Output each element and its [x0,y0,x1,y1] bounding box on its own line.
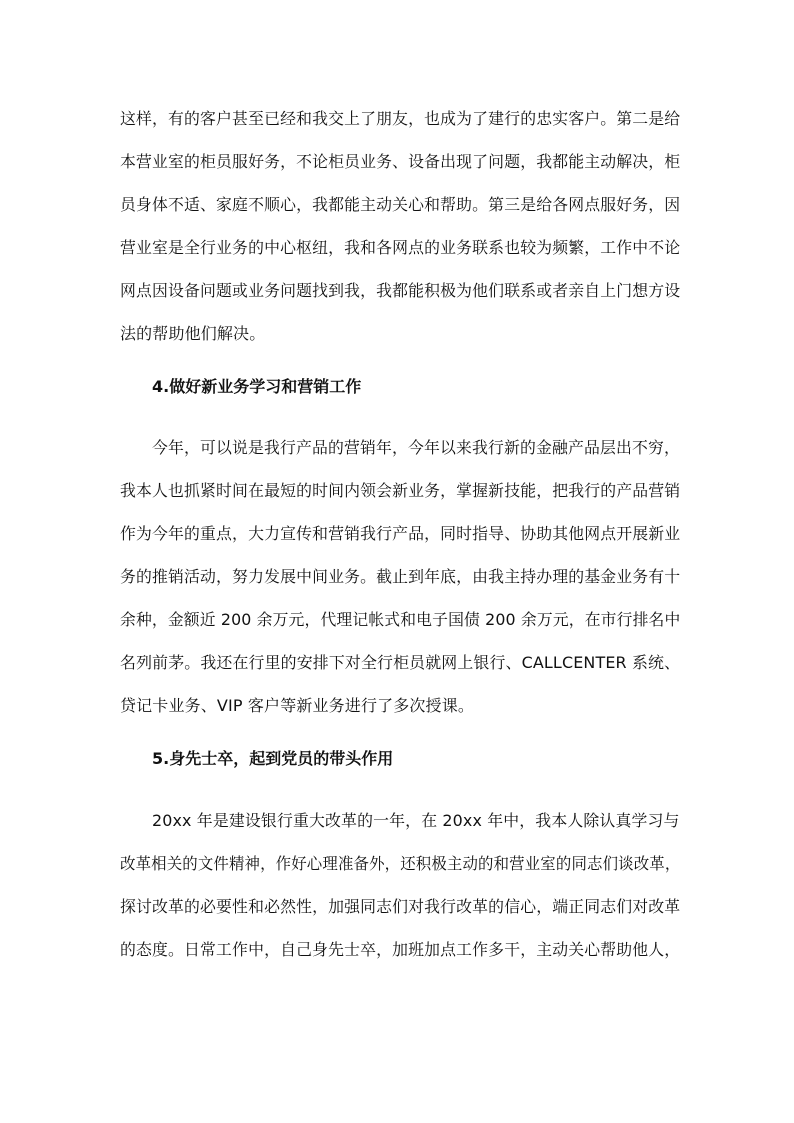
paragraph-line: 我本人也抓紧时间在最短的时间内领会新业务，掌握新技能，把我行的产品营销 [120,481,681,500]
paragraph-line: 员身体不适、家庭不顺心，我都能主动关心和帮助。第三是给各网点服好务，因 [120,195,681,214]
paragraph-line: 的态度。日常工作中，自己身先士卒，加班加点工作多干，主动关心帮助他人， [120,940,681,959]
paragraph-line: 名列前茅。我还在行里的安排下对全行柜员就网上银行、CALLCENTER 系统、 [120,653,681,672]
section-heading-4: 4.做好新业务学习和营销工作 [152,377,362,396]
paragraph-line: 改革相关的文件精神，作好心理准备外，还积极主动的和营业室的同志们谈改革， [120,854,681,873]
paragraph-line: 这样，有的客户甚至已经和我交上了朋友，也成为了建行的忠实客户。第二是给 [120,109,681,128]
paragraph-line: 今年，可以说是我行产品的营销年，今年以来我行新的金融产品层出不穷， [152,438,680,457]
paragraph-line: 营业室是全行业务的中心枢纽，我和各网点的业务联系也较为频繁，工作中不论 [120,238,681,257]
paragraph-line: 网点因设备问题或业务问题找到我，我都能积极为他们联系或者亲自上门想方设 [120,281,681,300]
paragraph-line: 探讨改革的必要性和必然性，加强同志们对我行改革的信心，端正同志们对改革 [120,897,681,916]
paragraph-line: 20xx 年是建设银行重大改革的一年，在 20xx 年中，我本人除认真学习与 [152,811,680,830]
paragraph-line: 余种，金额近 200 余万元，代理记帐式和电子国债 200 余万元，在市行排名中 [120,610,681,629]
paragraph-line: 本营业室的柜员服好务，不论柜员业务、设备出现了问题，我都能主动解决，柜 [120,152,681,171]
paragraph-line: 贷记卡业务、VIP 客户等新业务进行了多次授课。 [120,696,474,715]
paragraph-line: 作为今年的重点，大力宣传和营销我行产品，同时指导、协助其他网点开展新业 [120,524,681,543]
section-heading-5: 5.身先士卒，起到党员的带头作用 [152,749,394,768]
paragraph-line: 务的推销活动，努力发展中间业务。截止到年底，由我主持办理的基金业务有十 [120,567,681,586]
paragraph-line: 法的帮助他们解决。 [120,324,266,343]
